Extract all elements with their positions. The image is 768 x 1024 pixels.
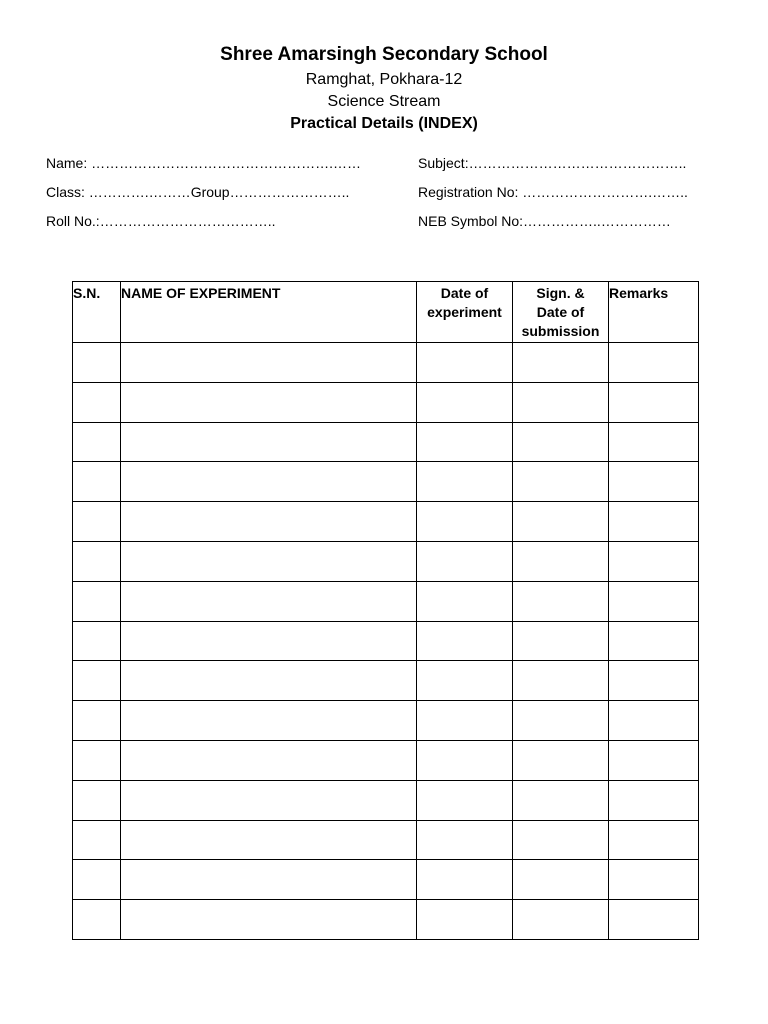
experiment-name-cell[interactable]	[121, 343, 417, 383]
registration-blank[interactable]: ……………………….……..	[518, 184, 688, 200]
sn-cell[interactable]	[73, 661, 121, 701]
table-body	[73, 343, 699, 940]
sn-cell[interactable]	[73, 740, 121, 780]
group-blank[interactable]: ……………………..	[229, 184, 350, 200]
date-cell[interactable]	[417, 462, 513, 502]
registration-label: Registration No:	[418, 184, 519, 200]
sign-cell[interactable]	[513, 900, 609, 940]
school-name: Shree Amarsingh Secondary School	[220, 44, 548, 65]
experiment-name-cell[interactable]	[121, 541, 417, 581]
remarks-cell[interactable]	[609, 343, 699, 383]
experiment-name-cell[interactable]	[121, 740, 417, 780]
header-sign-date-submission	[513, 282, 609, 343]
sn-cell[interactable]	[73, 502, 121, 542]
table-row	[73, 701, 699, 741]
date-cell[interactable]	[417, 581, 513, 621]
table-row	[73, 621, 699, 661]
name-field[interactable]	[46, 155, 361, 171]
remarks-cell[interactable]	[609, 621, 699, 661]
date-cell[interactable]	[417, 820, 513, 860]
sign-cell[interactable]	[513, 541, 609, 581]
experiment-name-cell[interactable]	[121, 581, 417, 621]
table-row	[73, 462, 699, 502]
group-label: Group	[190, 184, 230, 200]
remarks-cell[interactable]	[609, 462, 699, 502]
class-group-field[interactable]	[46, 184, 349, 200]
remarks-cell[interactable]	[609, 502, 699, 542]
header-experiment-name: NAME OF EXPERIMENT	[121, 282, 417, 343]
sign-cell[interactable]	[513, 740, 609, 780]
remarks-cell[interactable]	[609, 780, 699, 820]
experiment-name-cell[interactable]	[121, 780, 417, 820]
sn-cell[interactable]	[73, 621, 121, 661]
subject-field[interactable]	[418, 155, 686, 171]
date-cell[interactable]	[417, 860, 513, 900]
header-remarks: Remarks	[609, 282, 699, 343]
table-header-row	[73, 282, 699, 343]
roll-field[interactable]	[46, 213, 275, 229]
sn-cell[interactable]	[73, 382, 121, 422]
sn-cell[interactable]	[73, 462, 121, 502]
sign-cell[interactable]	[513, 780, 609, 820]
sign-cell[interactable]	[513, 462, 609, 502]
table-row	[73, 780, 699, 820]
sign-cell[interactable]	[513, 860, 609, 900]
header-sign-line-2: Date of	[536, 304, 585, 320]
table-row	[73, 343, 699, 383]
table-row	[73, 820, 699, 860]
table-row	[73, 541, 699, 581]
table-row	[73, 661, 699, 701]
header-sn: S.N.	[73, 282, 121, 343]
experiment-name-cell[interactable]	[121, 382, 417, 422]
sign-cell[interactable]	[513, 621, 609, 661]
sn-cell[interactable]	[73, 860, 121, 900]
sn-cell[interactable]	[73, 701, 121, 741]
header-sign-line-1: Sign. &	[536, 285, 585, 301]
sign-cell[interactable]	[513, 422, 609, 462]
table-row	[73, 860, 699, 900]
header-date-line-1: Date of	[440, 285, 489, 301]
table-row	[73, 740, 699, 780]
table-row	[73, 581, 699, 621]
table-row	[73, 502, 699, 542]
experiment-name-cell[interactable]	[121, 422, 417, 462]
registration-field[interactable]	[418, 184, 688, 200]
experiment-name-cell[interactable]	[121, 502, 417, 542]
sn-cell[interactable]	[73, 343, 121, 383]
remarks-cell[interactable]	[609, 740, 699, 780]
sign-cell[interactable]	[513, 343, 609, 383]
experiment-name-cell[interactable]	[121, 860, 417, 900]
remarks-cell[interactable]	[609, 382, 699, 422]
neb-blank[interactable]: ……………..……………	[523, 213, 671, 229]
subject-blank[interactable]: ………………………………………..	[468, 155, 687, 171]
experiment-name-cell[interactable]	[121, 661, 417, 701]
experiment-name-cell[interactable]	[121, 701, 417, 741]
sign-cell[interactable]	[513, 661, 609, 701]
date-cell[interactable]	[417, 740, 513, 780]
neb-symbol-field[interactable]	[418, 213, 671, 229]
neb-label: NEB Symbol No:	[418, 213, 524, 229]
name-label: Name:	[46, 155, 88, 171]
class-label: Class:	[46, 184, 85, 200]
date-cell[interactable]	[417, 382, 513, 422]
page-title: Practical Details (INDEX)	[290, 115, 478, 132]
date-cell[interactable]	[417, 621, 513, 661]
sn-cell[interactable]	[73, 541, 121, 581]
remarks-cell[interactable]	[609, 701, 699, 741]
class-blank[interactable]: ………….………	[84, 184, 191, 200]
experiment-name-cell[interactable]	[121, 820, 417, 860]
table-row	[73, 900, 699, 940]
date-cell[interactable]	[417, 541, 513, 581]
practical-index-table	[72, 281, 699, 940]
experiment-name-cell[interactable]	[121, 462, 417, 502]
sn-cell[interactable]	[73, 422, 121, 462]
date-cell[interactable]	[417, 900, 513, 940]
roll-blank[interactable]: ………………………………..	[99, 213, 276, 229]
remarks-cell[interactable]	[609, 860, 699, 900]
header-date-of-experiment	[417, 282, 513, 343]
remarks-cell[interactable]	[609, 661, 699, 701]
date-cell[interactable]	[417, 422, 513, 462]
sign-cell[interactable]	[513, 581, 609, 621]
remarks-cell[interactable]	[609, 900, 699, 940]
sn-cell[interactable]	[73, 900, 121, 940]
sign-cell[interactable]	[513, 701, 609, 741]
sn-cell[interactable]	[73, 581, 121, 621]
date-cell[interactable]	[417, 701, 513, 741]
table-row	[73, 422, 699, 462]
sn-cell[interactable]	[73, 820, 121, 860]
date-cell[interactable]	[417, 502, 513, 542]
experiment-name-cell[interactable]	[121, 900, 417, 940]
school-address: Ramghat, Pokhara-12	[305, 71, 463, 88]
date-cell[interactable]	[417, 343, 513, 383]
sign-cell[interactable]	[513, 820, 609, 860]
date-cell[interactable]	[417, 780, 513, 820]
header-sign-line-3: submission	[521, 323, 600, 339]
name-blank[interactable]: …………………………………………….……	[87, 155, 362, 171]
remarks-cell[interactable]	[609, 581, 699, 621]
sign-cell[interactable]	[513, 382, 609, 422]
remarks-cell[interactable]	[609, 422, 699, 462]
remarks-cell[interactable]	[609, 820, 699, 860]
stream-name: Science Stream	[327, 93, 441, 110]
sign-cell[interactable]	[513, 502, 609, 542]
subject-label: Subject:	[418, 155, 469, 171]
remarks-cell[interactable]	[609, 541, 699, 581]
roll-label: Roll No.:	[46, 213, 100, 229]
date-cell[interactable]	[417, 661, 513, 701]
experiment-name-cell[interactable]	[121, 621, 417, 661]
sn-cell[interactable]	[73, 780, 121, 820]
table-row	[73, 382, 699, 422]
header-date-line-2: experiment	[427, 304, 502, 320]
